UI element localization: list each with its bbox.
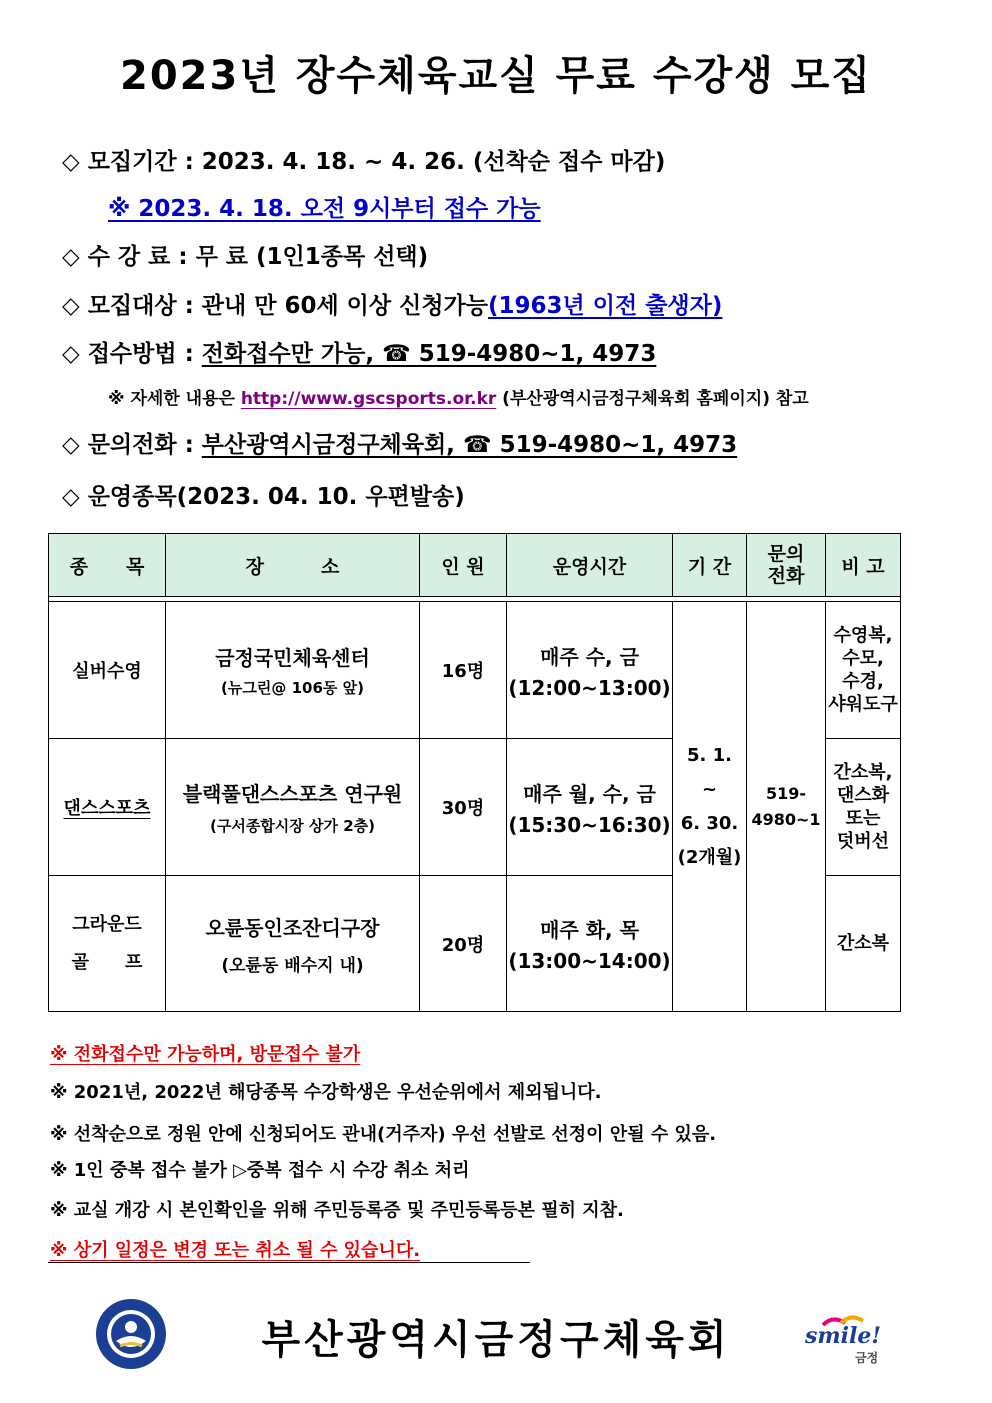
header-sport: 종 목: [49, 534, 166, 597]
people-cell: 20명: [420, 876, 507, 1012]
time-cell: [507, 876, 673, 1012]
time-hours: (15:30~16:30): [508, 812, 671, 837]
phone-line-2: 4980~1: [751, 809, 821, 829]
people-cell: 30명: [420, 739, 507, 876]
time-cell: [507, 602, 673, 739]
sport-cell: [49, 876, 166, 1012]
period-cell: [673, 602, 747, 1012]
contact-value: 부산광역시금정구체육회, ☎ 519-4980~1, 4973: [201, 432, 738, 458]
sport-cell: 댄스스포츠: [49, 739, 166, 876]
homepage-link[interactable]: http://www.gscsports.or.kr: [240, 389, 497, 409]
note-2: ※ 2021년, 2022년 해당종목 수강학생은 우선순위에서 제외됩니다.: [50, 1082, 602, 1103]
note-1: ※ 전화접수만 가능하며, 방문접수 불가: [50, 1044, 361, 1065]
page-title: 2023년 장수체육교실 무료 수강생 모집: [120, 53, 872, 99]
method-line: [62, 335, 656, 368]
place-name: 블랙풀댄스스포츠 연구원: [182, 782, 403, 806]
place-sub: (구서종합시장 상가 2층): [209, 817, 375, 835]
smile-sub: 금정: [855, 1351, 879, 1365]
table-row: [49, 602, 901, 739]
place-cell: [166, 876, 420, 1012]
header-people: 인 원: [420, 534, 507, 597]
period-tilde: ~: [701, 778, 718, 800]
remark-cell: 간소복, 댄스화 또는 덧버선: [826, 739, 901, 876]
header-period: 기 간: [673, 534, 747, 597]
period-duration: (2개월): [677, 846, 742, 868]
place-name: 오륜동인조잔디구장: [205, 915, 380, 940]
period-start: 5. 1.: [687, 744, 732, 766]
smile-logo: [805, 1313, 885, 1363]
time-cell: [507, 739, 673, 876]
sport-line-2: 골 프: [71, 951, 143, 973]
note-3: ※ 선착순으로 정원 안에 신청되어도 관내(거주자) 우선 선발로 선정이 안될 수 있음.: [50, 1124, 717, 1145]
note-5: ※ 교실 개강 시 본인확인을 위해 주민등록증 및 주민등록등본 필히 지참.: [50, 1200, 624, 1221]
time-days: 매주 화, 목: [540, 918, 639, 942]
period-end: 6. 30.: [680, 812, 739, 834]
place-sub: (뉴그린@ 106동 앞): [221, 679, 364, 697]
remark-cell: 간소복: [826, 876, 901, 1012]
period-note: ※ 2023. 4. 18. 오전 9시부터 접수 가능: [108, 196, 541, 222]
phone-line-1: 519-: [765, 783, 807, 803]
fee-line: ◇ 수 강 료 : 무 료 (1인1종목 선택): [62, 244, 429, 270]
program-table: [48, 533, 901, 1012]
remark-cell: 수영복, 수모, 수경, 샤워도구: [826, 602, 901, 739]
sport-cell: 실버수영: [49, 602, 166, 739]
time-days: 매주 월, 수, 금: [523, 781, 656, 806]
header-remark: 비 고: [826, 534, 901, 597]
place-cell: [166, 739, 420, 876]
place-name: 금정국민체육센터: [215, 646, 370, 670]
place-cell: [166, 602, 420, 739]
note-4: ※ 1인 중복 접수 불가 ▷중복 접수 시 수강 취소 처리: [50, 1160, 470, 1181]
smile-text: smile!: [805, 1323, 882, 1349]
detail-prefix: ※ 자세한 내용은: [108, 389, 241, 409]
detail-line: [108, 384, 809, 409]
recruit-period: ◇ 모집기간 : 2023. 4. 18. ~ 4. 26. (선착순 접수 마감): [62, 149, 666, 175]
header-phone: 문의 전화: [747, 534, 826, 597]
header-place: 장 소: [166, 534, 420, 597]
method-value: 전화접수만 가능, ☎ 519-4980~1, 4973: [201, 341, 657, 367]
people-cell: 16명: [420, 602, 507, 739]
detail-suffix: (부산광역시금정구체육회 홈페이지) 참고: [496, 389, 809, 409]
table-header-row: [49, 534, 901, 597]
time-days: 매주 수, 금: [540, 644, 639, 669]
note-6: ※ 상기 일정은 변경 또는 취소 될 수 있습니다.: [50, 1240, 421, 1261]
sport-line-1: 그라운드: [72, 913, 142, 935]
footer-organization: 부산광역시금정구체육회: [261, 1317, 731, 1363]
target-line: [62, 287, 722, 320]
programs-heading: ◇ 운영종목(2023. 04. 10. 우편발송): [62, 484, 465, 510]
header-time: 운영시간: [507, 534, 673, 597]
target-prefix: ◇ 모집대상 : 관내 만 60세 이상 신청가능: [62, 293, 488, 319]
time-hours: (13:00~14:00): [508, 949, 671, 973]
method-prefix: ◇ 접수방법 :: [62, 341, 202, 367]
phone-cell: [747, 602, 826, 1012]
time-hours: (12:00~13:00): [508, 675, 671, 700]
place-sub: (오륜동 배수지 내): [221, 955, 364, 976]
notes-divider: [48, 1262, 530, 1263]
target-highlight: (1963년 이전 출생자): [488, 293, 723, 319]
contact-line: [62, 426, 737, 459]
contact-prefix: ◇ 문의전화 :: [62, 432, 202, 458]
